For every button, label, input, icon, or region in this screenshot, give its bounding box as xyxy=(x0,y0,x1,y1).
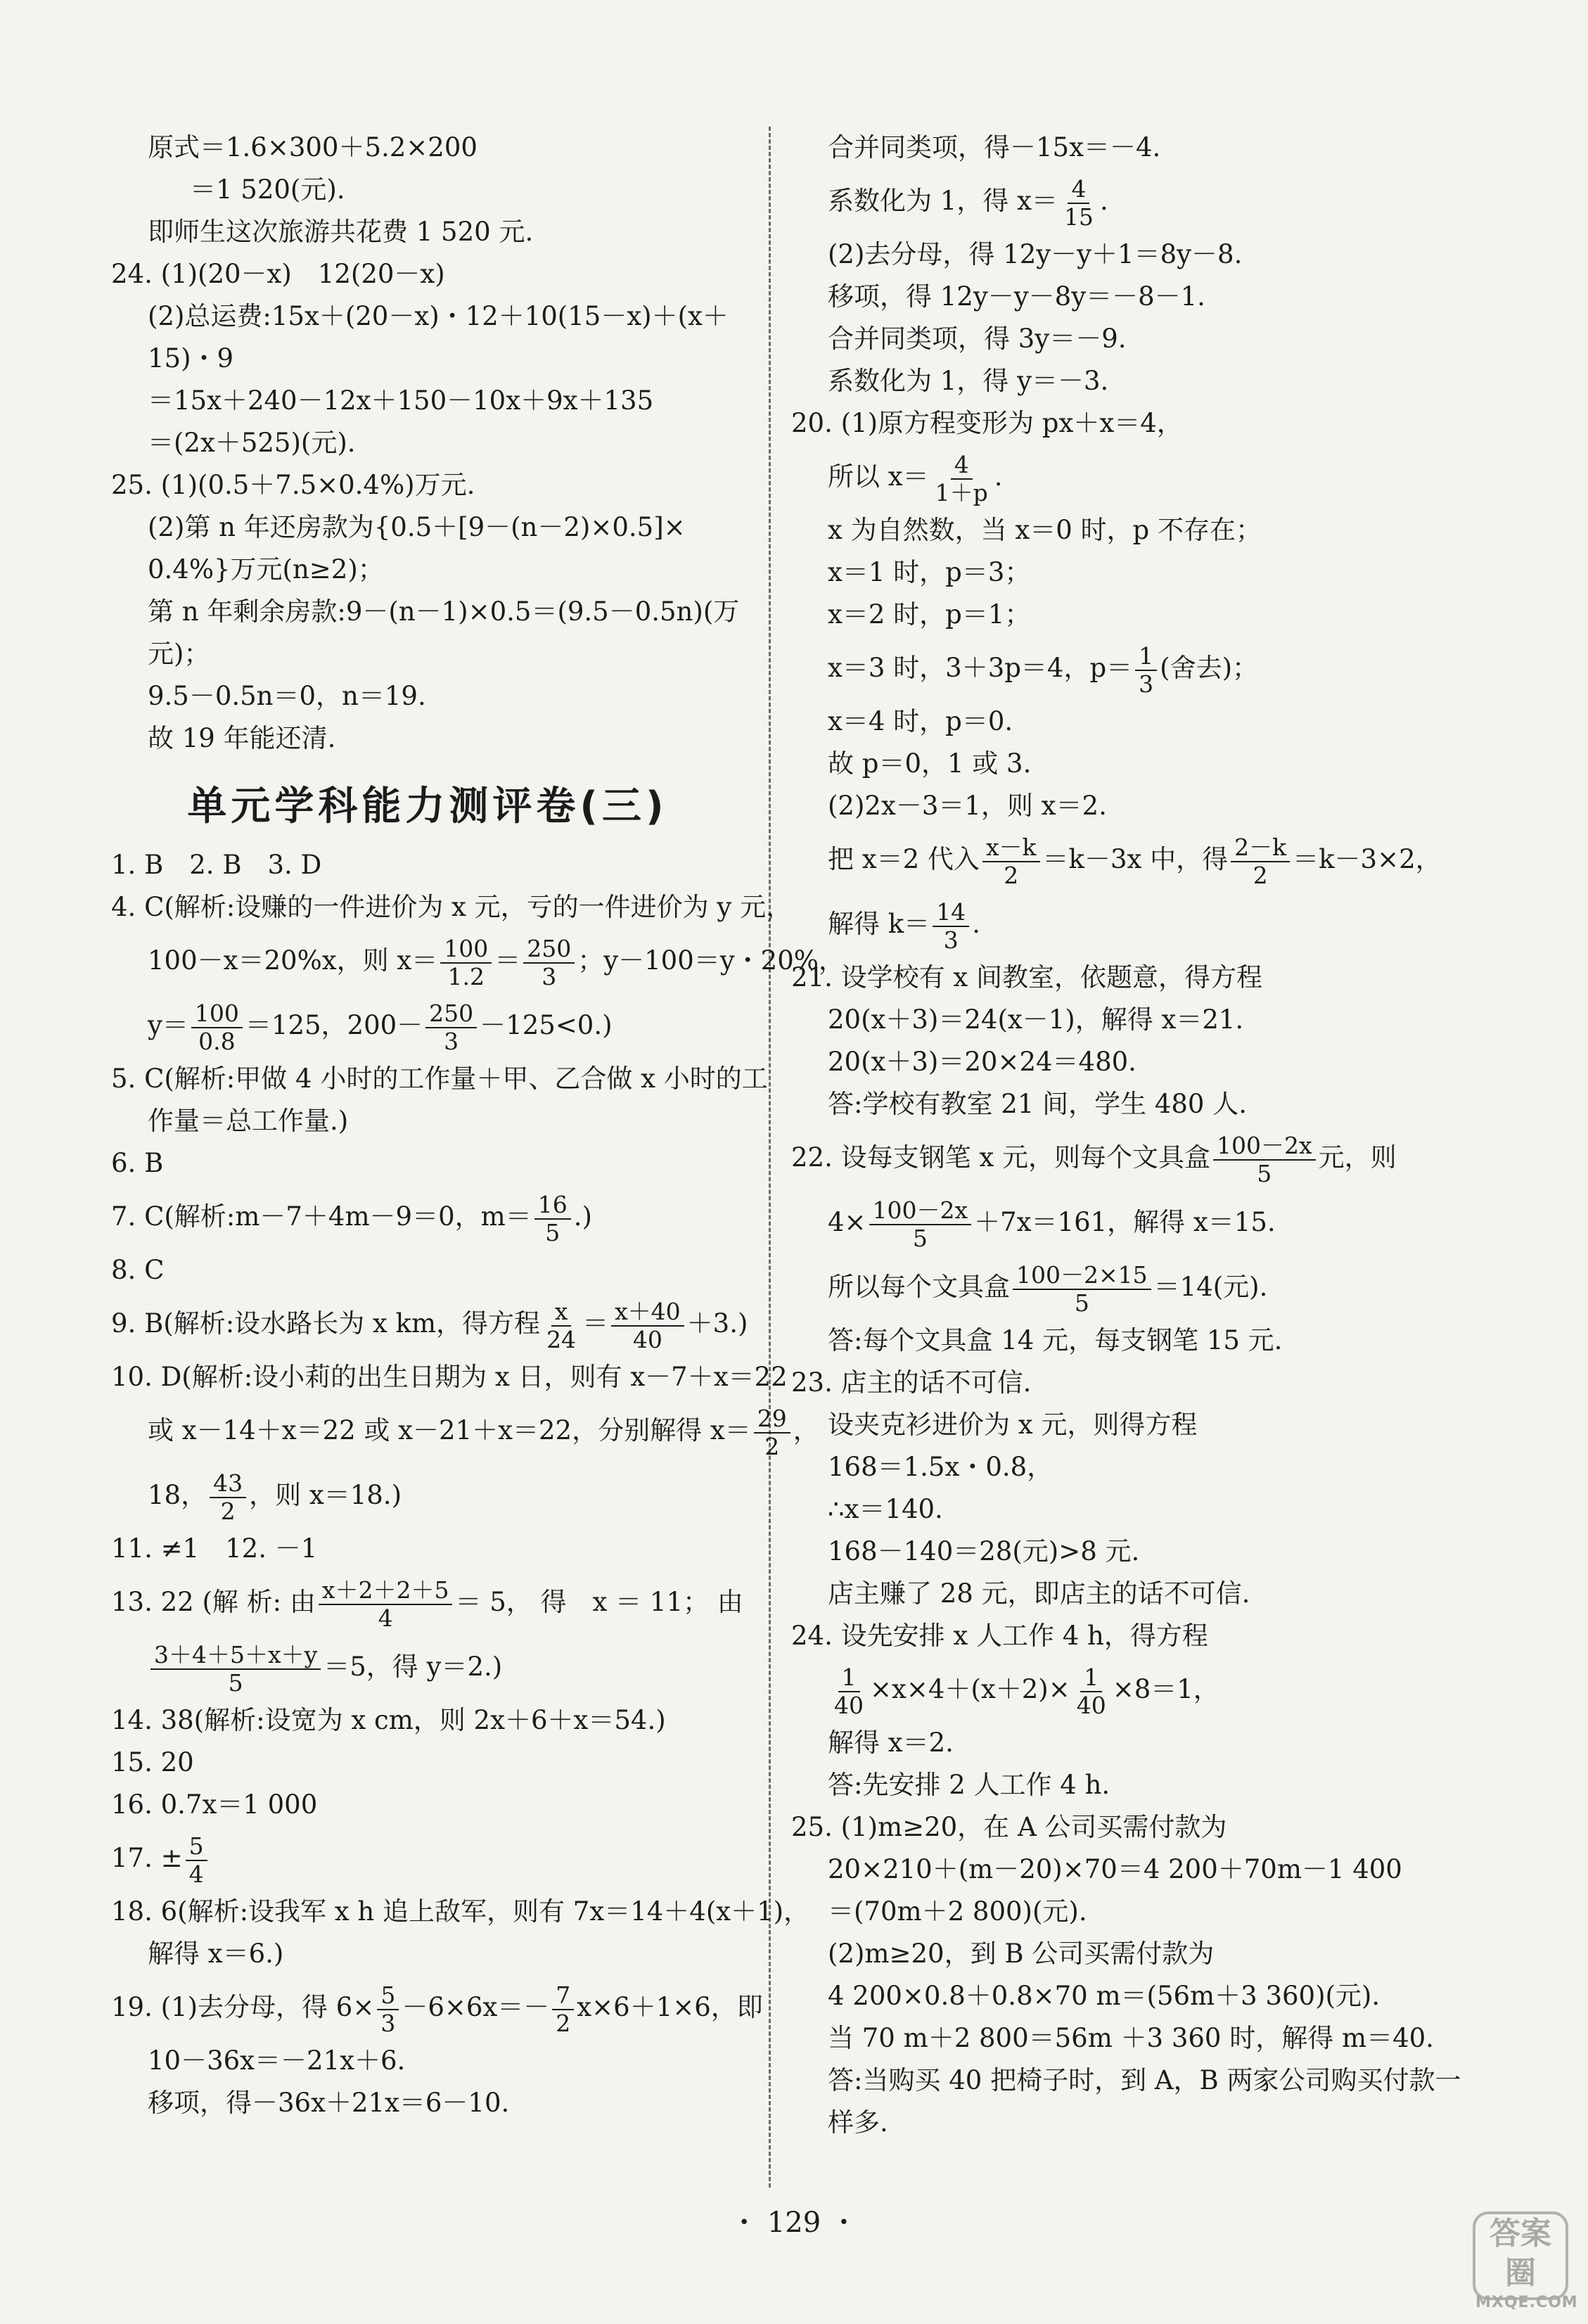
answer-line: 原式＝1.6×300＋5.2×200 xyxy=(148,132,478,162)
watermark-main-text: 答案圈 xyxy=(1490,2216,1551,2291)
answer-19 xyxy=(111,1975,763,2040)
denominator: 2 xyxy=(764,1432,780,1460)
text-run: . xyxy=(1099,186,1108,216)
text-run: ＝125，200－ xyxy=(245,1010,423,1040)
answer-line: ＝(70m＋2 800)(元). xyxy=(828,1896,1087,1927)
text-run: 22. 设每支钢笔 x 元，则每个文具盒 xyxy=(791,1142,1210,1173)
answer-line: 0.4%}万元(n≥2)； xyxy=(148,554,384,585)
numerator: 100－2×15 xyxy=(1013,1262,1151,1290)
fraction xyxy=(831,1664,867,1719)
right-column xyxy=(791,127,1463,2144)
text-run: y＝ xyxy=(148,1010,188,1040)
answer-22 xyxy=(791,1125,1463,1190)
numerator: x＋40 xyxy=(611,1298,684,1327)
text-run: 100－x＝20%x，则 x＝ xyxy=(148,945,438,976)
denominator: 2 xyxy=(220,1497,236,1525)
denominator: 3 xyxy=(943,926,959,954)
fraction xyxy=(869,1197,972,1252)
answer-20: 20. (1)原方程变形为 px＋x＝4， xyxy=(791,408,1183,438)
fraction xyxy=(151,1642,321,1697)
answer-line: 即师生这次旅游共花费 1 520 元. xyxy=(148,217,534,247)
answer-line: x＝1 时，p＝3； xyxy=(828,557,1031,587)
denominator: 0.8 xyxy=(198,1027,236,1055)
denominator: 40 xyxy=(834,1691,864,1719)
answer-line: 答:当购买 40 把椅子时，到 A，B 两家公司购买付款一 xyxy=(828,2065,1461,2095)
answer-line: x＝4 时，p＝0. xyxy=(828,706,1013,736)
fraction xyxy=(754,1405,790,1460)
answer-line: 元)； xyxy=(148,639,210,669)
fraction xyxy=(186,1833,207,1888)
fraction xyxy=(523,936,575,990)
fraction xyxy=(210,1470,246,1525)
answer-line: ＝1 520(元). xyxy=(190,174,345,205)
fraction xyxy=(440,936,492,990)
answer-line: ∴x＝140. xyxy=(828,1494,943,1524)
fraction xyxy=(1061,176,1097,231)
text-run: ＋3.) xyxy=(686,1308,748,1339)
numerator: 7 xyxy=(552,1982,574,2010)
text-run: ＝k－3x 中，得 xyxy=(1042,844,1229,874)
numerator: 1 xyxy=(1080,1664,1102,1692)
denominator: 2 xyxy=(556,2009,571,2037)
answer-line: 故 19 年能还清. xyxy=(148,723,336,753)
answer-8: 8. C xyxy=(111,1255,165,1285)
answer-15: 15. 20 xyxy=(111,1747,194,1777)
answer-line xyxy=(791,445,1463,509)
answer-line: 解得 x＝2. xyxy=(828,1728,954,1758)
answer-4: 4. C(解析:设赚的一件进价为 x 元，亏的一件进价为 y 元， xyxy=(111,892,793,922)
text-run: ＝14(元). xyxy=(1153,1272,1268,1302)
text-run: 系数化为 1，得 x＝ xyxy=(828,186,1058,216)
text-run: ＋7x＝161，解得 x＝15. xyxy=(974,1207,1276,1237)
watermark-sub-text: MXQE.COM xyxy=(1475,2294,1578,2311)
answer-line: 15)・9 xyxy=(148,343,234,374)
denominator: 5 xyxy=(912,1224,928,1252)
watermark-logo xyxy=(1473,2211,1578,2311)
answer-line xyxy=(791,1255,1463,1320)
numerator: 43 xyxy=(210,1470,246,1498)
text-run: 19. (1)去分母，得 6× xyxy=(111,1992,375,2022)
fraction xyxy=(611,1298,684,1353)
text-run: ＝ xyxy=(494,945,521,976)
text-run: . xyxy=(994,461,1003,492)
left-column xyxy=(111,127,845,2124)
numerator: 16 xyxy=(534,1192,571,1220)
answer-line: 第 n 年剩余房款:9－(n－1)×0.5＝(9.5－0.5n)(万 xyxy=(148,596,740,627)
fraction xyxy=(534,1192,571,1246)
numerator: 100 xyxy=(191,1000,243,1028)
denominator: 5 xyxy=(1074,1289,1089,1317)
answer-line: ＝15x＋240－12x＋150－10x＋9x＋135 xyxy=(148,385,654,416)
answer-line: 10－36x＝－21x＋6. xyxy=(148,2045,406,2076)
answer-line: 移项，得－36x＋21x＝6－10. xyxy=(148,2088,510,2118)
denominator: 4 xyxy=(378,1604,393,1632)
answer-line xyxy=(791,892,1463,957)
numerator: 5 xyxy=(186,1833,207,1861)
fraction xyxy=(932,452,992,506)
fraction xyxy=(933,899,969,954)
denominator: 5 xyxy=(228,1668,243,1697)
answer-25b: 25. (1)m≥20，在 A 公司买需付款为 xyxy=(791,1812,1227,1842)
answer-line: 故 p＝0，1 或 3. xyxy=(828,748,1032,779)
answer-line xyxy=(111,993,744,1058)
text-run: 13. 22 (解 析: 由 xyxy=(111,1587,316,1617)
numerator: 5 xyxy=(377,1982,399,2010)
denominator: 5 xyxy=(1257,1159,1272,1187)
fraction xyxy=(552,1982,574,2037)
answer-line: 合并同类项，得 3y＝－9. xyxy=(828,324,1127,354)
text-run: 解得 k＝ xyxy=(828,909,930,939)
answer-line xyxy=(111,928,845,993)
answer-10: 10. D(解析:设小莉的出生日期为 x 日，则有 x－7＋x＝22 xyxy=(111,1362,788,1392)
numerator: x－k xyxy=(982,834,1040,862)
answer-line: 当 70 m＋2 800＝56m ＋3 360 时，解得 m＝40. xyxy=(828,2023,1434,2053)
denominator: 1.2 xyxy=(447,962,485,990)
answer-16: 16. 0.7x＝1 000 xyxy=(111,1789,318,1820)
text-run: ×x×4＋(x＋2)× xyxy=(870,1674,1070,1704)
answer-line: (2)总运费:15x＋(20－x)・12＋10(15－x)＋(x＋ xyxy=(148,301,729,331)
numerator: 1 xyxy=(838,1664,860,1692)
text-run: ＝ 5， 得 x ＝ 11； 由 xyxy=(455,1587,743,1617)
answer-line: x 为自然数，当 x＝0 时，p 不存在； xyxy=(828,515,1262,545)
text-run: ；y－100＝y・20%， xyxy=(577,945,845,976)
denominator: 3 xyxy=(542,962,557,990)
text-run: 或 x－14＋x＝22 或 x－21＋x＝22，分别解得 x＝ xyxy=(148,1415,751,1445)
answer-line: 168＝1.5x・0.8， xyxy=(828,1452,1054,1482)
text-run: 所以每个文具盒 xyxy=(828,1272,1010,1302)
answer-24b: 24. 设先安排 x 人工作 4 h，得方程 xyxy=(791,1621,1208,1651)
fraction xyxy=(982,834,1040,889)
answer-line xyxy=(791,636,1463,701)
answer-18: 18. 6(解析:设我军 x h 追上敌军，则有 7x＝14＋4(x＋1)， xyxy=(111,1896,810,1927)
page-number: ・ 129 ・ xyxy=(730,2207,858,2239)
answer-21: 21. 设学校有 x 间教室，依题意，得方程 xyxy=(791,962,1262,992)
answer-line xyxy=(111,1463,744,1528)
answer-line: 20(x＋3)＝20×24＝480. xyxy=(828,1047,1136,1077)
text-run: ＝5，得 y＝2.) xyxy=(324,1652,503,1682)
answer-13 xyxy=(111,1570,744,1635)
text-run: ×8＝1， xyxy=(1112,1674,1219,1704)
answer-9 xyxy=(111,1291,748,1356)
answer-line: 系数化为 1，得 y＝－3. xyxy=(828,366,1109,396)
numerator: 4 xyxy=(951,452,973,480)
denominator: 40 xyxy=(632,1325,662,1353)
answer-6: 6. B xyxy=(111,1148,164,1178)
fraction xyxy=(191,1000,243,1055)
numerator: x xyxy=(551,1298,572,1327)
denominator: 40 xyxy=(1076,1691,1106,1719)
answer-line: 答:先安排 2 人工作 4 h. xyxy=(828,1770,1110,1800)
fraction xyxy=(1213,1132,1316,1187)
text-run: 17. ± xyxy=(111,1843,183,1873)
numerator: 3＋4＋5＋x＋y xyxy=(151,1642,321,1670)
answer-line: 168－140＝28(元)>8 元. xyxy=(828,1536,1140,1566)
answer-line: (2)去分母，得 12y－y＋1＝8y－8. xyxy=(828,239,1243,269)
denominator: 3 xyxy=(444,1027,459,1055)
answer-23: 23. 店主的话不可信. xyxy=(791,1367,1032,1398)
denominator: 2 xyxy=(1253,861,1268,889)
answer-line: 解得 x＝6.) xyxy=(148,1939,284,1969)
denominator: 5 xyxy=(545,1218,561,1246)
text-run: 18， xyxy=(148,1480,207,1510)
answer-line: 答:每个文具盒 14 元，每支钢笔 15 元. xyxy=(828,1325,1283,1355)
answer-line: 20(x＋3)＝24(x－1)，解得 x＝21. xyxy=(828,1004,1244,1035)
numerator: 2－k xyxy=(1231,834,1290,862)
answer-line: 20×210＋(m－20)×70＝4 200＋70m－1 400 xyxy=(828,1854,1402,1884)
denominator: 3 xyxy=(380,2009,396,2037)
answer-line: 作量＝总工作量.) xyxy=(148,1106,349,1136)
text-run: 把 x＝2 代入 xyxy=(828,844,980,874)
answer-line: 样多. xyxy=(828,2107,888,2138)
text-run: －6×6x＝－ xyxy=(402,1992,550,2022)
denominator: 4 xyxy=(188,1860,204,1888)
denominator: 3 xyxy=(1139,670,1154,698)
numerator: x＋2＋2＋5 xyxy=(319,1577,453,1605)
answer-line: (2)2x－3＝1，则 x＝2. xyxy=(828,791,1107,821)
answer-line: x＝2 时，p＝1； xyxy=(828,599,1031,630)
text-run: ＝k－3×2， xyxy=(1293,844,1442,874)
denominator: 24 xyxy=(546,1325,577,1353)
answer-line xyxy=(791,1190,1463,1255)
answer-line xyxy=(111,1635,744,1699)
answer-14: 14. 38(解析:设宽为 x cm，则 2x＋6＋x＝54.) xyxy=(111,1705,666,1735)
fraction xyxy=(1231,834,1290,889)
answer-line: ＝(2x＋525)(元). xyxy=(148,428,356,458)
numerator: 29 xyxy=(754,1405,790,1434)
numerator: 14 xyxy=(933,899,969,927)
answer-24: 24. (1)(20－x) 12(20－x) xyxy=(111,259,445,289)
answer-5: 5. C(解析:甲做 4 小时的工作量＋甲、乙合做 x 小时的工 xyxy=(111,1064,768,1094)
text-run: x×6＋1×6，即 xyxy=(577,1992,763,2022)
fraction xyxy=(377,1982,399,2037)
answer-11-12: 11. ≠1 12. －1 xyxy=(111,1533,318,1564)
fraction xyxy=(425,1000,477,1055)
fraction xyxy=(1135,643,1157,698)
answer-line: 设夹克衫进价为 x 元，则得方程 xyxy=(828,1410,1198,1440)
text-run: 9. B(解析:设水路长为 x km，得方程 xyxy=(111,1308,541,1339)
text-run: 4× xyxy=(828,1207,866,1237)
text-run: ， xyxy=(793,1415,819,1445)
numerator: 4 xyxy=(1068,176,1089,204)
numerator: 1 xyxy=(1135,643,1157,671)
fraction xyxy=(1073,1664,1110,1719)
numerator: 100 xyxy=(440,936,492,964)
answer-line xyxy=(111,1398,819,1463)
answer-line: 移项，得 12y－y－8y＝－8－1. xyxy=(828,281,1205,312)
answer-line: 4 200×0.8＋0.8×70 m＝(56m＋3 360)(元). xyxy=(828,1981,1381,2011)
answer-line: 答:学校有教室 21 间，学生 480 人. xyxy=(828,1089,1247,1119)
answer-7 xyxy=(111,1185,744,1249)
answer-line xyxy=(791,827,1463,892)
numerator: 250 xyxy=(425,1000,477,1028)
fraction xyxy=(319,1577,453,1632)
fraction xyxy=(543,1298,580,1353)
answer-line: 店主赚了 28 元，即店主的话不可信. xyxy=(828,1578,1250,1609)
text-run: (舍去)； xyxy=(1160,653,1259,683)
text-run: .) xyxy=(573,1201,592,1232)
text-run: －125<0.) xyxy=(480,1010,613,1040)
numerator: 100－2x xyxy=(869,1197,972,1225)
numerator: 250 xyxy=(523,936,575,964)
text-run: ，则 x＝18.) xyxy=(249,1480,402,1510)
fraction xyxy=(1013,1262,1151,1317)
text-run: . xyxy=(972,909,980,939)
denominator: 15 xyxy=(1063,203,1094,231)
answer-17 xyxy=(111,1826,744,1891)
text-run: x＝3 时，3＋3p＝4，p＝ xyxy=(828,653,1133,683)
answer-line: (2)第 n 年还房款为{0.5＋[9－(n－2)×0.5]× xyxy=(148,512,686,542)
denominator: 1＋p xyxy=(935,478,988,506)
column-divider xyxy=(769,127,771,2188)
section-heading: 单元学科能力测评卷(三) xyxy=(187,784,668,829)
denominator: 2 xyxy=(1004,861,1019,889)
numerator: 100－2x xyxy=(1213,1132,1316,1161)
answer-line: (2)m≥20，到 B 公司买需付款为 xyxy=(828,1939,1215,1969)
text-run: 7. C(解析:m－7＋4m－9＝0，m＝ xyxy=(111,1201,532,1232)
answer-25: 25. (1)(0.5＋7.5×0.4%)万元. xyxy=(111,470,475,500)
answer-line xyxy=(791,169,1463,234)
answer-line: 9.5－0.5n＝0，n＝19. xyxy=(148,681,426,711)
answer-line xyxy=(791,1657,1463,1722)
answer-line: 合并同类项，得－15x＝－4. xyxy=(828,132,1161,162)
text-run: ＝ xyxy=(582,1308,609,1339)
text-run: 所以 x＝ xyxy=(828,461,929,492)
answer-1-3: 1. B 2. B 3. D xyxy=(111,850,322,880)
text-run: 元，则 xyxy=(1318,1142,1397,1173)
